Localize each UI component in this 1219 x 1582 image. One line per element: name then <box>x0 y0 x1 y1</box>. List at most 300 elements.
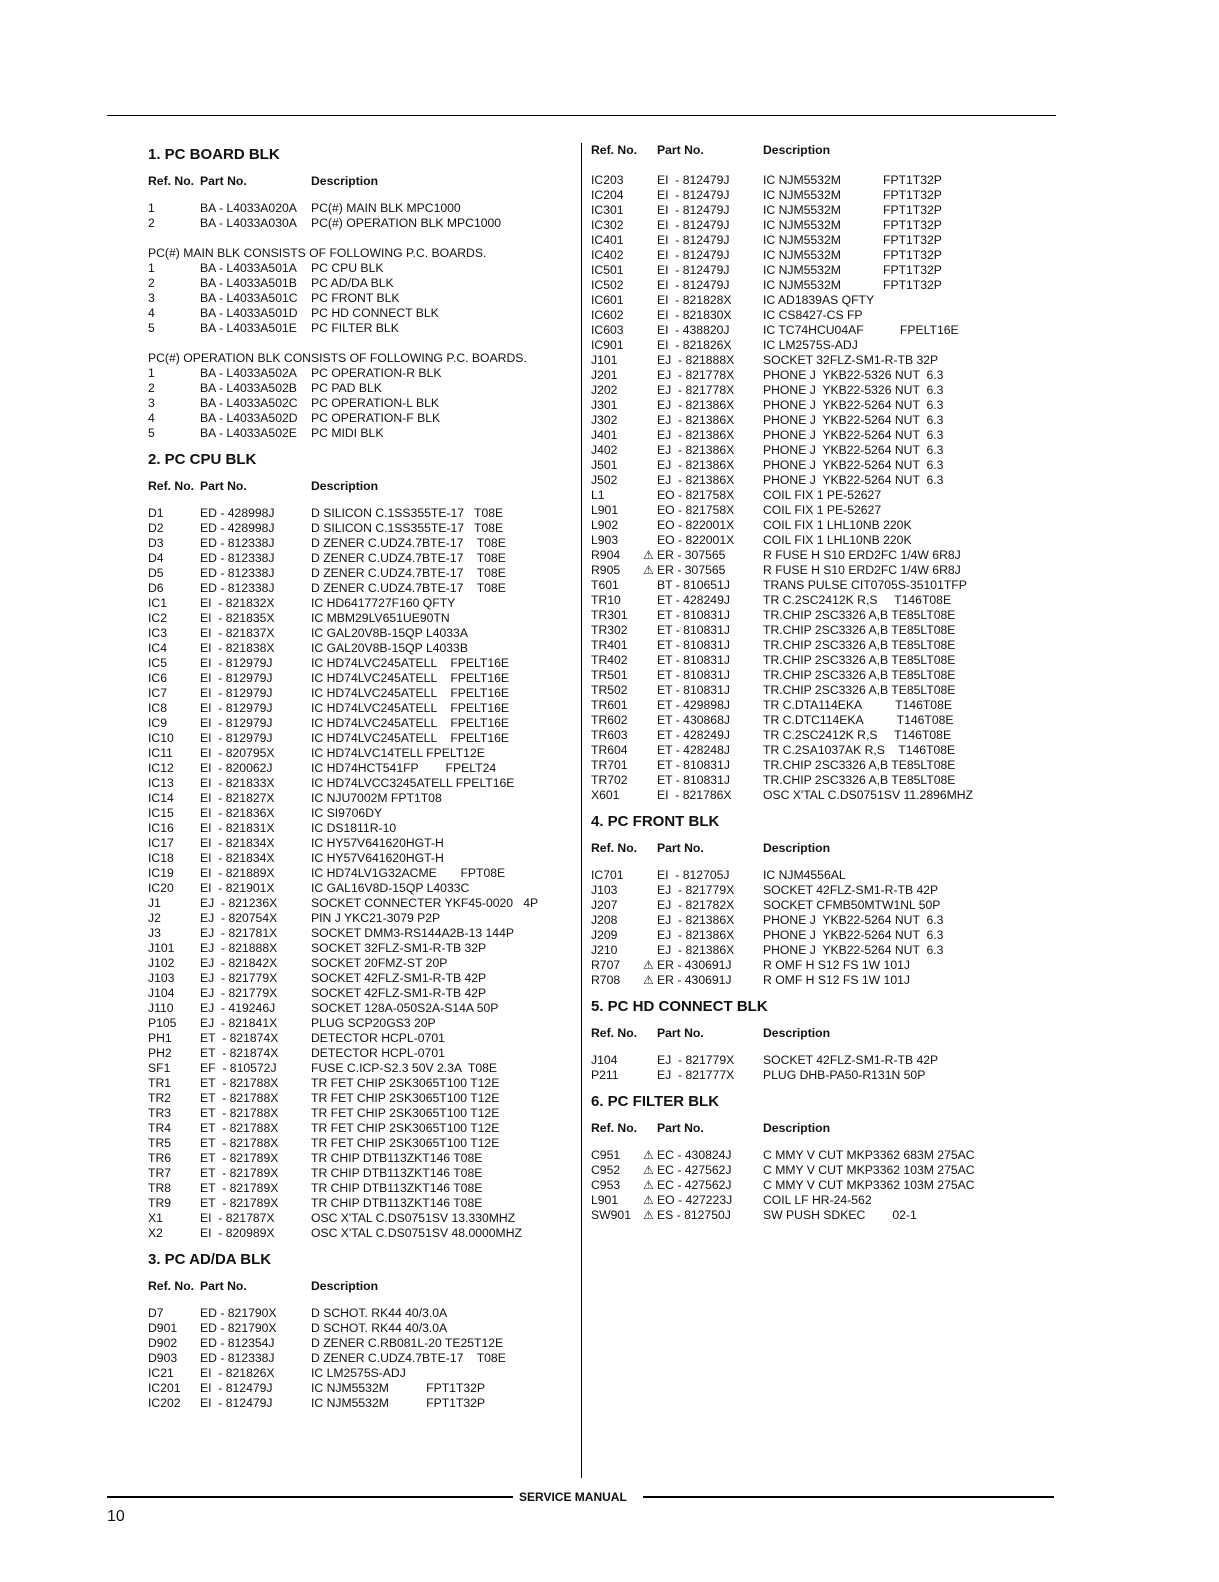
table-row <box>591 683 1031 698</box>
cell-ref: IC15 <box>148 806 174 820</box>
table-row <box>148 426 573 441</box>
table-row <box>148 291 573 306</box>
table-header <box>591 1121 1031 1136</box>
cell-ref: TR701 <box>591 758 628 772</box>
table-row <box>591 698 1031 713</box>
cell-desc: PC FRONT BLK <box>311 291 400 305</box>
cell-ref: TR7 <box>148 1166 172 1180</box>
cell-ref: PH1 <box>148 1031 172 1045</box>
cell-desc: PC(#) OPERATION BLK MPC1000 <box>311 216 502 230</box>
cell-part: EO - 821758X <box>657 488 735 502</box>
cell-part: EI - 821826X <box>657 338 732 352</box>
cell-desc: COIL FIX 1 PE-52627 <box>763 488 882 502</box>
cell-desc: TR C.2SC2412K R,S T146T08E <box>763 593 952 607</box>
cell-part: EI - 821826X <box>200 1366 275 1380</box>
cell-ref: J1 <box>148 896 161 910</box>
cell-ref: IC302 <box>591 218 624 232</box>
cell-ref: TR301 <box>591 608 628 622</box>
cell-ref: SW901 <box>591 1208 631 1222</box>
cell-ref: TR4 <box>148 1121 172 1135</box>
cell-desc: SOCKET 42FLZ-SM1-R-TB 42P <box>311 971 487 985</box>
cell-ref: IC10 <box>148 731 174 745</box>
cell-part: EI - 821833X <box>200 776 275 790</box>
cell-ref: 4 <box>148 306 155 320</box>
cell-ref: IC601 <box>591 293 624 307</box>
cell-desc: IC NJM5532M FPT1T32P <box>311 1381 486 1395</box>
cell-part: ET - 821874X <box>200 1031 279 1045</box>
warning-icon: ⚠ <box>643 1178 654 1192</box>
cell-ref: TR8 <box>148 1181 172 1195</box>
table-row <box>591 233 1031 248</box>
cell-ref: 2 <box>148 381 155 395</box>
cell-desc: TR CHIP DTB113ZKT146 T08E <box>311 1181 483 1195</box>
cell-desc: TR CHIP DTB113ZKT146 T08E <box>311 1151 483 1165</box>
table-row <box>148 986 573 1001</box>
cell-extra: FPT1T32P <box>883 188 942 202</box>
cell-ref: IC7 <box>148 686 167 700</box>
table-row <box>148 1226 573 1241</box>
cell-part: ET - 821789X <box>200 1151 279 1165</box>
cell-desc: SOCKET CONNECTER YKF45-0020 4P <box>311 896 539 910</box>
cell-ref: L903 <box>591 533 619 547</box>
cell-desc: IC NJM5532M <box>763 233 841 247</box>
header-desc: Description <box>311 1279 379 1293</box>
header-part: Part No. <box>657 1026 704 1040</box>
cell-part: EI - 812479J <box>657 263 730 277</box>
cell-desc: PHONE J YKB22-5264 NUT 6.3 <box>763 413 944 427</box>
cell-part: ER - 307565 <box>657 548 726 562</box>
table-header <box>591 841 1031 856</box>
cell-desc: IC NJM4556AL <box>763 868 846 882</box>
cell-desc: PHONE J YKB22-5264 NUT 6.3 <box>763 428 944 442</box>
cell-part: EC - 427562J <box>657 1178 732 1192</box>
cell-ref: IC602 <box>591 308 624 322</box>
cell-ref: IC18 <box>148 851 174 865</box>
cell-ref: TR702 <box>591 773 628 787</box>
table-row <box>148 686 573 701</box>
cell-ref: 2 <box>148 216 155 230</box>
table-row <box>148 941 573 956</box>
cell-part: ET - 821788X <box>200 1106 279 1120</box>
cell-ref: IC204 <box>591 188 624 202</box>
table-row <box>591 898 1031 913</box>
table-row <box>591 383 1031 398</box>
cell-part: ET - 821788X <box>200 1121 279 1135</box>
cell-ref: R708 <box>591 973 621 987</box>
table-row <box>591 883 1031 898</box>
cell-part: EJ - 821386X <box>657 913 735 927</box>
warning-icon: ⚠ <box>643 1193 654 1207</box>
table-row <box>591 293 1031 308</box>
cell-desc: TR.CHIP 2SC3326 A,B TE85LT08E <box>763 668 956 682</box>
cell-desc: PC(#) MAIN BLK MPC1000 <box>311 201 461 215</box>
cell-ref: L902 <box>591 518 619 532</box>
cell-part: EI - 812705J <box>657 868 730 882</box>
cell-ref: IC11 <box>148 746 173 760</box>
cell-part: ET - 810831J <box>657 773 730 787</box>
table-row <box>591 428 1031 443</box>
table-row <box>148 671 573 686</box>
cell-ref: TR501 <box>591 668 628 682</box>
cell-ref: D5 <box>148 566 164 580</box>
cell-ref: T601 <box>591 578 619 592</box>
table-row <box>591 173 1031 188</box>
cell-ref: C953 <box>591 1178 621 1192</box>
table-row <box>148 1366 573 1381</box>
cell-part: ET - 821788X <box>200 1076 279 1090</box>
header-ref: Ref. No. <box>591 1026 638 1040</box>
cell-ref: J301 <box>591 398 618 412</box>
cell-ref: IC202 <box>148 1396 181 1410</box>
cell-ref: IC16 <box>148 821 174 835</box>
cell-part: ET - 821789X <box>200 1166 279 1180</box>
cell-desc: IC HD74LVCC3245ATELL FPELT16E <box>311 776 515 790</box>
table-row <box>148 1136 573 1151</box>
warning-icon: ⚠ <box>643 563 654 577</box>
cell-ref: SF1 <box>148 1061 171 1075</box>
cell-ref: IC603 <box>591 323 624 337</box>
header-part: Part No. <box>200 174 247 188</box>
cell-ref: IC12 <box>148 761 174 775</box>
cell-desc: PHONE J YKB22-5264 NUT 6.3 <box>763 913 944 927</box>
cell-desc: TR.CHIP 2SC3326 A,B TE85LT08E <box>763 773 956 787</box>
table-row <box>148 506 573 521</box>
cell-ref: TR9 <box>148 1196 172 1210</box>
table-row <box>591 203 1031 218</box>
section-title: 6. PC FILTER BLK <box>591 1093 720 1110</box>
cell-desc: PHONE J YKB22-5326 NUT 6.3 <box>763 368 944 382</box>
table-row <box>591 1148 1031 1163</box>
table-row <box>148 1396 573 1411</box>
table-row <box>591 773 1031 788</box>
table-row <box>148 1076 573 1091</box>
table-row <box>148 1351 573 1366</box>
cell-part: EI - 820989X <box>200 1226 275 1240</box>
table-row <box>591 338 1031 353</box>
cell-part: BA - L4033A502E <box>200 426 297 440</box>
table-row <box>591 413 1031 428</box>
cell-part: ET - 810831J <box>657 668 730 682</box>
cell-part: EI - 812479J <box>657 248 730 262</box>
cell-desc: D ZENER C.UDZ4.7BTE-17 T08E <box>311 536 506 550</box>
cell-extra: FPT1T32P <box>883 203 942 217</box>
cell-part: ED - 428998J <box>200 506 275 520</box>
column-divider <box>581 143 582 1478</box>
cell-desc: IC HD74LVC245ATELL FPELT16E <box>311 716 510 730</box>
cell-ref: D902 <box>148 1336 178 1350</box>
spacer <box>591 1083 1031 1090</box>
cell-desc: TR FET CHIP 2SK3065T100 T12E <box>311 1106 500 1120</box>
cell-desc: IC HD6417727F160 QFTY <box>311 596 456 610</box>
cell-desc: IC NJM5532M <box>763 188 841 202</box>
cell-desc: IC GAL20V8B-15QP L4033B <box>311 641 468 655</box>
cell-ref: J302 <box>591 413 618 427</box>
table-row <box>148 521 573 536</box>
cell-part: EI - 821787X <box>200 1211 275 1225</box>
table-row <box>591 608 1031 623</box>
cell-ref: 1 <box>148 366 155 380</box>
header-ref: Ref. No. <box>591 143 638 157</box>
header-part: Part No. <box>200 1279 247 1293</box>
table-row <box>148 926 573 941</box>
cell-part: ET - 810831J <box>657 638 730 652</box>
footer-label: SERVICE MANUAL <box>519 1490 627 1504</box>
table-row <box>148 746 573 761</box>
cell-desc: DETECTOR HCPL-0701 <box>311 1046 445 1060</box>
table-row <box>591 248 1031 263</box>
table-row <box>591 928 1031 943</box>
page-number: 10 <box>107 1508 125 1525</box>
header-ref: Ref. No. <box>148 479 195 493</box>
spacer <box>591 988 1031 995</box>
cell-part: BT - 810651J <box>657 578 730 592</box>
table-header <box>591 1026 1031 1041</box>
cell-part: EI - 812979J <box>200 701 273 715</box>
table-row <box>148 866 573 881</box>
cell-desc: R OMF H S12 FS 1W 101J <box>763 973 910 987</box>
table-row <box>148 551 573 566</box>
cell-ref: IC13 <box>148 776 174 790</box>
cell-ref: X601 <box>591 788 620 802</box>
table-row <box>148 1181 573 1196</box>
warning-icon: ⚠ <box>643 1208 654 1222</box>
cell-ref: 1 <box>148 261 155 275</box>
table-row <box>591 758 1031 773</box>
cell-part: EJ - 821888X <box>657 353 735 367</box>
cell-desc: TR FET CHIP 2SK3065T100 T12E <box>311 1121 500 1135</box>
cell-ref: J210 <box>591 943 618 957</box>
cell-desc: IC LM2575S-ADJ <box>763 338 858 352</box>
table-row <box>148 1166 573 1181</box>
table-row <box>148 896 573 911</box>
warning-icon: ⚠ <box>643 1148 654 1162</box>
left-column <box>148 143 573 1411</box>
cell-ref: J103 <box>591 883 618 897</box>
cell-desc: IC HY57V641620HGT-H <box>311 836 444 850</box>
cell-ref: D6 <box>148 581 164 595</box>
cell-part: EI - 438820J <box>657 323 730 337</box>
cell-part: EJ - 821779X <box>200 986 278 1000</box>
cell-ref: IC201 <box>148 1381 181 1395</box>
cell-part: EJ - 821777X <box>657 1068 735 1082</box>
cell-part: BA - L4033A501C <box>200 291 298 305</box>
cell-part: ET - 428248J <box>657 743 730 757</box>
cell-desc: D ZENER C.UDZ4.7BTE-17 T08E <box>311 566 506 580</box>
table-row <box>148 716 573 731</box>
cell-desc: IC HD74LVC245ATELL FPELT16E <box>311 731 510 745</box>
header-ref: Ref. No. <box>591 1121 638 1135</box>
cell-ref: IC203 <box>591 173 624 187</box>
cell-desc: IC NJU7002M FPT1T08 <box>311 791 442 805</box>
cell-desc: SOCKET DMM3-RS144A2B-13 144P <box>311 926 514 940</box>
cell-desc: C MMY V CUT MKP3362 103M 275AC <box>763 1163 975 1177</box>
table-row <box>148 1381 573 1396</box>
cell-part: ET - 810831J <box>657 623 730 637</box>
cell-part: BA - L4033A502A <box>200 366 297 380</box>
cell-part: EI - 812979J <box>200 716 273 730</box>
header-desc: Description <box>763 143 831 157</box>
cell-ref: 5 <box>148 321 155 335</box>
table-row <box>148 791 573 806</box>
cell-part: EI - 821832X <box>200 596 275 610</box>
cell-part: EJ - 821386X <box>657 413 735 427</box>
cell-ref: P105 <box>148 1016 177 1030</box>
cell-part: EO - 821758X <box>657 503 735 517</box>
cell-part: EJ - 821779X <box>200 971 278 985</box>
header-part: Part No. <box>200 479 247 493</box>
cell-ref: IC3 <box>148 626 167 640</box>
cell-ref: L901 <box>591 1193 619 1207</box>
cell-ref: PH2 <box>148 1046 172 1060</box>
table-row <box>148 201 573 216</box>
cell-ref: J102 <box>148 956 175 970</box>
cell-ref: 3 <box>148 396 155 410</box>
section-title: 3. PC AD/DA BLK <box>148 1251 272 1268</box>
cell-desc: D SILICON C.1SS355TE-17 T08E <box>311 506 504 520</box>
cell-part: EI - 812979J <box>200 656 273 670</box>
cell-part: EJ - 419246J <box>200 1001 276 1015</box>
cell-part: EC - 430824J <box>657 1148 732 1162</box>
cell-part: EI - 821838X <box>200 641 275 655</box>
cell-ref: IC901 <box>591 338 624 352</box>
cell-ref: D2 <box>148 521 164 535</box>
table-row <box>148 216 573 231</box>
cell-ref: J502 <box>591 473 618 487</box>
cell-part: ET - 429898J <box>657 698 730 712</box>
table-row <box>148 956 573 971</box>
cell-part: ET - 810831J <box>657 653 730 667</box>
table-row <box>591 868 1031 883</box>
section-title: 4. PC FRONT BLK <box>591 813 720 830</box>
table-row <box>591 533 1031 548</box>
cell-part: EJ - 821782X <box>657 898 735 912</box>
table-row <box>591 458 1031 473</box>
cell-desc: IC AD1839AS QFTY <box>763 293 875 307</box>
header-part: Part No. <box>657 1121 704 1135</box>
cell-ref: 2 <box>148 276 155 290</box>
cell-ref: TR3 <box>148 1106 172 1120</box>
cell-ref: IC402 <box>591 248 624 262</box>
cell-desc: IC NJM5532M <box>763 248 841 262</box>
cell-ref: D1 <box>148 506 164 520</box>
cell-part: ET - 810831J <box>657 683 730 697</box>
cell-ref: IC19 <box>148 866 174 880</box>
table-row <box>591 563 1031 578</box>
cell-ref: 3 <box>148 291 155 305</box>
cell-ref: TR10 <box>591 593 621 607</box>
table-row <box>148 1211 573 1226</box>
table-row <box>591 353 1031 368</box>
cell-desc: PC AD/DA BLK <box>311 276 394 290</box>
cell-part: BA - L4033A030A <box>200 216 297 230</box>
cell-desc: IC HY57V641620HGT-H <box>311 851 444 865</box>
note-text: PC(#) OPERATION BLK CONSISTS OF FOLLOWING P.C. BOARDS. <box>148 351 527 365</box>
header-ref: Ref. No. <box>148 174 195 188</box>
cell-ref: TR602 <box>591 713 628 727</box>
cell-part: EJ - 821236X <box>200 896 278 910</box>
cell-desc: COIL FIX 1 LHL10NB 220K <box>763 533 912 547</box>
cell-desc: TR C.DTA114EKA T146T08E <box>763 698 952 712</box>
cell-desc: PLUG DHB-PA50-R131N 50P <box>763 1068 926 1082</box>
table-row <box>591 188 1031 203</box>
cell-ref: TR6 <box>148 1151 172 1165</box>
table-header <box>148 479 573 494</box>
cell-desc: PC CPU BLK <box>311 261 384 275</box>
table-row <box>148 536 573 551</box>
cell-ref: C951 <box>591 1148 621 1162</box>
cell-part: EI - 820062J <box>200 761 273 775</box>
cell-part: EJ - 820754X <box>200 911 278 925</box>
cell-ref: TR5 <box>148 1136 172 1150</box>
table-row <box>148 656 573 671</box>
table-row <box>591 1193 1031 1208</box>
cell-ref: IC6 <box>148 671 167 685</box>
right-column <box>591 143 1031 1223</box>
cell-part: EI - 821889X <box>200 866 275 880</box>
table-row <box>591 593 1031 608</box>
cell-part: BA - L4033A501D <box>200 306 298 320</box>
cell-ref: IC2 <box>148 611 167 625</box>
cell-part: EI - 812479J <box>657 233 730 247</box>
cell-part: EI - 812479J <box>200 1396 273 1410</box>
cell-extra: FPT1T32P <box>883 218 942 232</box>
spacer <box>148 441 573 448</box>
table-row <box>591 518 1031 533</box>
table-row <box>591 743 1031 758</box>
cell-desc: PHONE J YKB22-5264 NUT 6.3 <box>763 473 944 487</box>
cell-ref: TR601 <box>591 698 628 712</box>
cell-ref: 1 <box>148 201 155 215</box>
cell-desc: IC CS8427-CS FP <box>763 308 863 322</box>
footer-rule-right <box>643 1496 1054 1498</box>
table-row <box>148 776 573 791</box>
cell-part: EI - 812479J <box>657 203 730 217</box>
cell-desc: SOCKET 20FMZ-ST 20P <box>311 956 448 970</box>
cell-desc: D SILICON C.1SS355TE-17 T08E <box>311 521 504 535</box>
cell-part: EJ - 821386X <box>657 428 735 442</box>
table-row <box>148 911 573 926</box>
table-row <box>591 943 1031 958</box>
warning-icon: ⚠ <box>643 548 654 562</box>
cell-desc: IC NJM5532M <box>763 173 841 187</box>
cell-ref: IC21 <box>148 1366 174 1380</box>
table-row <box>148 1151 573 1166</box>
cell-part: ET - 428249J <box>657 593 730 607</box>
cell-desc: PHONE J YKB22-5264 NUT 6.3 <box>763 943 944 957</box>
cell-desc: PC MIDI BLK <box>311 426 384 440</box>
cell-ref: X1 <box>148 1211 163 1225</box>
table-row <box>148 1121 573 1136</box>
cell-ref: D901 <box>148 1321 178 1335</box>
table-row <box>591 728 1031 743</box>
header-desc: Description <box>311 174 379 188</box>
cell-ref: IC401 <box>591 233 624 247</box>
cell-part: EI - 820795X <box>200 746 275 760</box>
table-row <box>591 1163 1031 1178</box>
cell-desc: D ZENER C.RB081L-20 TE25T12E <box>311 1336 504 1350</box>
cell-part: EJ - 821841X <box>200 1016 278 1030</box>
cell-desc: PHONE J YKB22-5326 NUT 6.3 <box>763 383 944 397</box>
header-part: Part No. <box>657 841 704 855</box>
cell-part: EI - 821901X <box>200 881 275 895</box>
cell-part: ET - 430868J <box>657 713 730 727</box>
table-row <box>591 218 1031 233</box>
table-row <box>148 821 573 836</box>
cell-desc: TR C.2SC2412K R,S T146T08E <box>763 728 952 742</box>
cell-extra: FPT1T32P <box>883 248 942 262</box>
cell-part: EJ - 821386X <box>657 443 735 457</box>
table-row <box>148 1046 573 1061</box>
